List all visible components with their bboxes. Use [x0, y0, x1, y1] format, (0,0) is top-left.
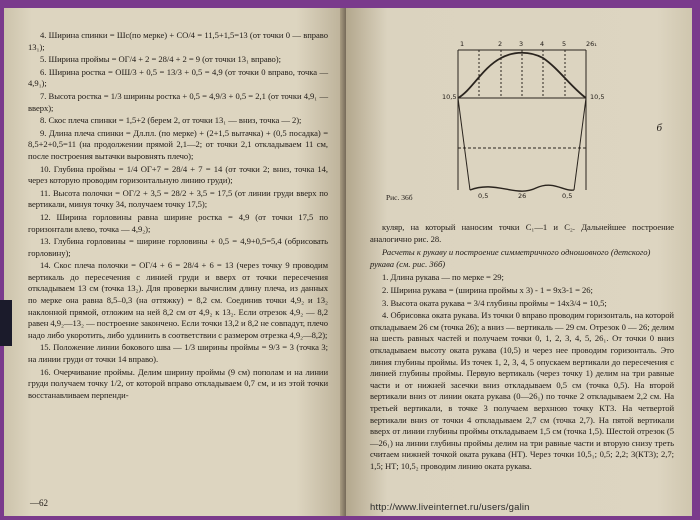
figure-label: 0,5	[478, 192, 489, 200]
paragraph: 13. Глубина горловины = ширине горловины + 0,5 = 4,9+0,5=5,4 (обрисовать горловину);	[28, 236, 328, 258]
left-page	[4, 8, 348, 516]
watermark-url: http://www.liveinternet.ru/users/galin	[370, 502, 530, 513]
right-page	[346, 8, 692, 516]
paragraph: 10. Глубина проймы = 1/4 ОГ+7 = 28/4 + 7 = 14 (от точки 2; вниз, точка 14, через которую проводим горизонтальную линию груди);	[28, 163, 328, 186]
paragraph: 2. Ширина рукава = (ширина проймы x 3) - 1 = 9x3-1 = 26;	[382, 284, 593, 295]
paragraph: 8. Скос плеча спинки = 1,5+2 (берем 2, от точки 13₁ — вниз, точка — 2);	[40, 115, 302, 126]
section-heading: Расчеты к рукаву и построение симметричного одношовного (детского) рукава (см. рис. 36б)	[370, 247, 651, 269]
paragraph: 4. Обрисовка оката рукава. Из точки 0 вправо проводим горизонталь, на которой откладываем 26 см (точка 26); а вниз — вертикаль — 29 см. Отрезок 0 — 26; делим на шесть равных частей и получаем точки 0, 1, 2, 3, 4, 5, 26₁. От точки 0 вниз откладываем высоту оката рукава (10,5) и через нее проводим горизонталь. Это линия глубины проймы. Из точек 1, 2, 3, 4, 5 опускаем вертикали до пересечения с линией глубины проймы. Первую вертикаль (через точку 1) делим на три равные части и от нижней засечки вниз откладываем 0,5 см (точка 0,5). На второй вертикали вниз от линии оката рукава (0—26₁) по точке 2 откладываем 2,2 см. На третьей вертикали, в точке 3 получаем верхнюю точку КТ3. На четвертой вертикали вниз от точки 4 откладываем 2,7 см (точка 2,7). На пятой вертикали вверх от линии глубины проймы откладываем 1,5 см (точка 1,5). Шестой отрезок (5—26₁) на линии глубины проймы делим на три равные части и вторую снизу треть считаем нижней точкой оката рукава (НТ). Через точки 10,5₁; 0,5; 2,2; 3(КТ3); 2,7; 1,5; НТ; 10,5₂ проводим линию оката рукава.	[370, 310, 674, 471]
book-spread	[4, 8, 692, 516]
figure-letter: б	[656, 122, 662, 134]
paragraph: 11. Высота полочки = ОГ/2 + 3,5 = 28/2 + 3,5 = 17,5 (от линии груди вверх по вертикали, минуя точку 34, получаем точку 17,5);	[28, 187, 328, 210]
sleeve-pattern-figure	[386, 30, 666, 202]
figure-label: 0,5	[562, 192, 573, 200]
paragraph: 7. Высота ростка = 1/3 ширины ростка + 0,5 = 4,9/3 + 0,5 = 2,1 (от точки 4,9₁ — вверх);	[28, 90, 328, 113]
figure-label: 26	[518, 192, 527, 200]
figure-label: 5	[562, 40, 567, 48]
figure-label: 2	[498, 40, 503, 48]
page-number: —62	[30, 498, 48, 508]
paragraph: куляр, на который наносим точки C₁—1 и C₂. Дальнейшее построение аналогично рис. 28.	[370, 222, 674, 244]
paragraph: 15. Положение линии бокового шва — 1/3 ширины проймы = 9/3 = 3 (точка 3; на линии груди от точки 14 вправо).	[28, 342, 328, 365]
figure-label: 1	[460, 40, 465, 48]
paragraph: 14. Скос плеча полочки = ОГ/4 + 6 = 28/4 + 6 = 13 (через точку 9 проводим вертикаль до пересечения с линией груди и вверх от точки пересечения откладываем 13 см (точка 13₂). Для проверки вычислим длину плеча, из данных по мерке она равна 8,5–0,3 (на оттяжку) = 8,2 см. Соединив точки 4,9₂ и 13₂ наклонной прямой, отложим на ней 8,2 см от 4,9₂ к 13₂. Если отрезок 4,9₂ — 8,2 равен 4,9₂—13₂ — построение закончено. Если точки 13,2 и 8,2 не совпадут, плечо надо либо укоротить, либо удлинить в соответствии с размером отрезка 4,9₂—8,2);	[28, 260, 328, 340]
figure-label: 10,5	[590, 93, 605, 101]
paragraph: 16. Очерчивание проймы. Делим ширину проймы (9 см) пополам и на линии груди получаем точку 1/2, от которой вправо откладываем 0,7 см, и из этой точки восстанавливаем перпенди-	[28, 366, 328, 400]
figure-label: 26₁	[586, 40, 597, 48]
paragraph: 9. Длина плеча спинки = Дл.пл. (по мерке) + (2+1,5 вытачка) + (0,5 посадка) = 8,5+2+0,5=11 (на продолжении прямой 2,1—2; от точки 2,1 откладываем 11 см, после построения вытачки выровнять плечо);	[28, 127, 328, 161]
figure-label: 3	[519, 40, 524, 48]
paragraph: 3. Высота оката рукава = 3/4 глубины проймы = 14x3/4 = 10,5;	[382, 297, 607, 308]
paragraph: 1. Длина рукава — по мерке = 29;	[382, 272, 504, 283]
paragraph: 6. Ширина ростка = ОШ/3 + 0,5 = 13/3 + 0,5 = 4,9 (от точки 0 вправо, точка — 4,9₁);	[28, 66, 328, 89]
sleeve-pattern-drawing	[386, 30, 666, 202]
book-edge-tab	[0, 300, 12, 346]
paragraph: 12. Ширина горловины равна ширине ростка = 4,9 (от точки 17,5 по горизонтали влево, точка — 4,9₂);	[28, 211, 328, 234]
paragraph: 4. Ширина спинки = Шс(по мерке) + СО/4 = 11,5+1,5=13 (от точки 0 — вправо 13₁);	[28, 30, 328, 52]
paragraph: 5. Ширина проймы = ОГ/4 + 2 = 28/4 + 2 = 9 (от точки 13₁ вправо);	[40, 54, 281, 65]
figure-label: 4	[540, 40, 545, 48]
figure-caption: Рис. 36б	[386, 193, 413, 202]
figure-label: 10,5	[442, 93, 457, 101]
